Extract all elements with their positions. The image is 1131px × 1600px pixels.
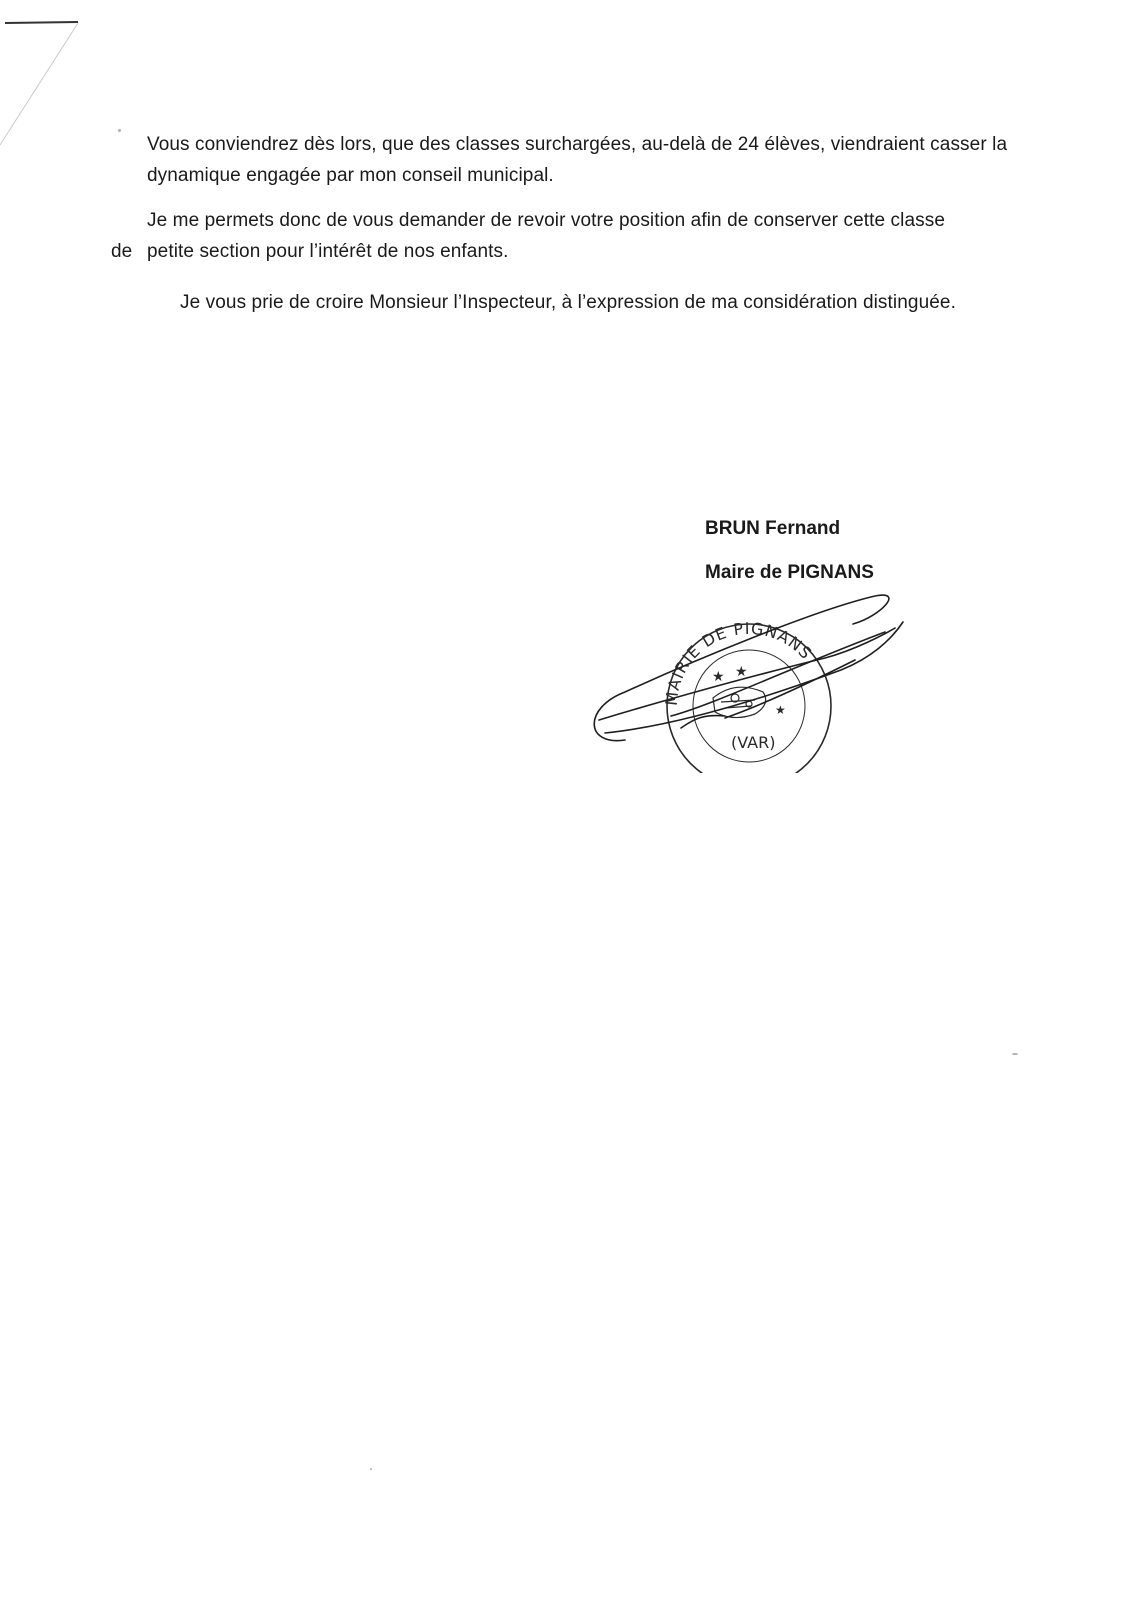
scan-speck bbox=[118, 129, 121, 132]
closing-formula: Je vous prie de croire Monsieur l’Inspecteur, à l’expression de ma considération distinguée. bbox=[180, 292, 956, 313]
scan-speck bbox=[370, 1468, 372, 1470]
paragraph-request-line-1: Je me permets donc de vous demander de revoir votre position afin de conserver cette classe bbox=[147, 210, 946, 231]
seal-star-icon: ★ bbox=[712, 669, 725, 685]
seal-star-icon: ★ bbox=[775, 703, 786, 717]
scan-speck bbox=[1012, 1053, 1018, 1055]
official-seal bbox=[662, 619, 831, 773]
seal-star-icon: ★ bbox=[735, 664, 748, 680]
mayor-stamp-and-signature bbox=[585, 588, 925, 773]
signatory-title: Maire de PIGNANS bbox=[705, 562, 874, 583]
handwritten-signature bbox=[594, 595, 903, 741]
seal-bottom-text: (VAR) bbox=[731, 733, 776, 752]
svg-text:MAIRIE DE PIGNANS bbox=[662, 619, 816, 707]
fold-corner-mark bbox=[0, 10, 90, 150]
paragraph-classes-overloaded: Vous conviendrez dès lors, que des classes surchargées, au-delà de 24 élèves, viendraient casser la dynamique engagée par mon conseil municipal. bbox=[147, 134, 1008, 186]
paragraph-request-text: petite section pour l’intérêt de nos enfants. bbox=[147, 241, 509, 262]
paragraph-request-lead-word: de bbox=[111, 241, 133, 262]
seal-top-text: MAIRIE DE PIGNANS bbox=[661, 618, 816, 707]
paragraph-request-line-2 bbox=[111, 236, 1011, 267]
signatory-name: BRUN Fernand bbox=[705, 518, 841, 539]
signature-block bbox=[705, 507, 874, 595]
